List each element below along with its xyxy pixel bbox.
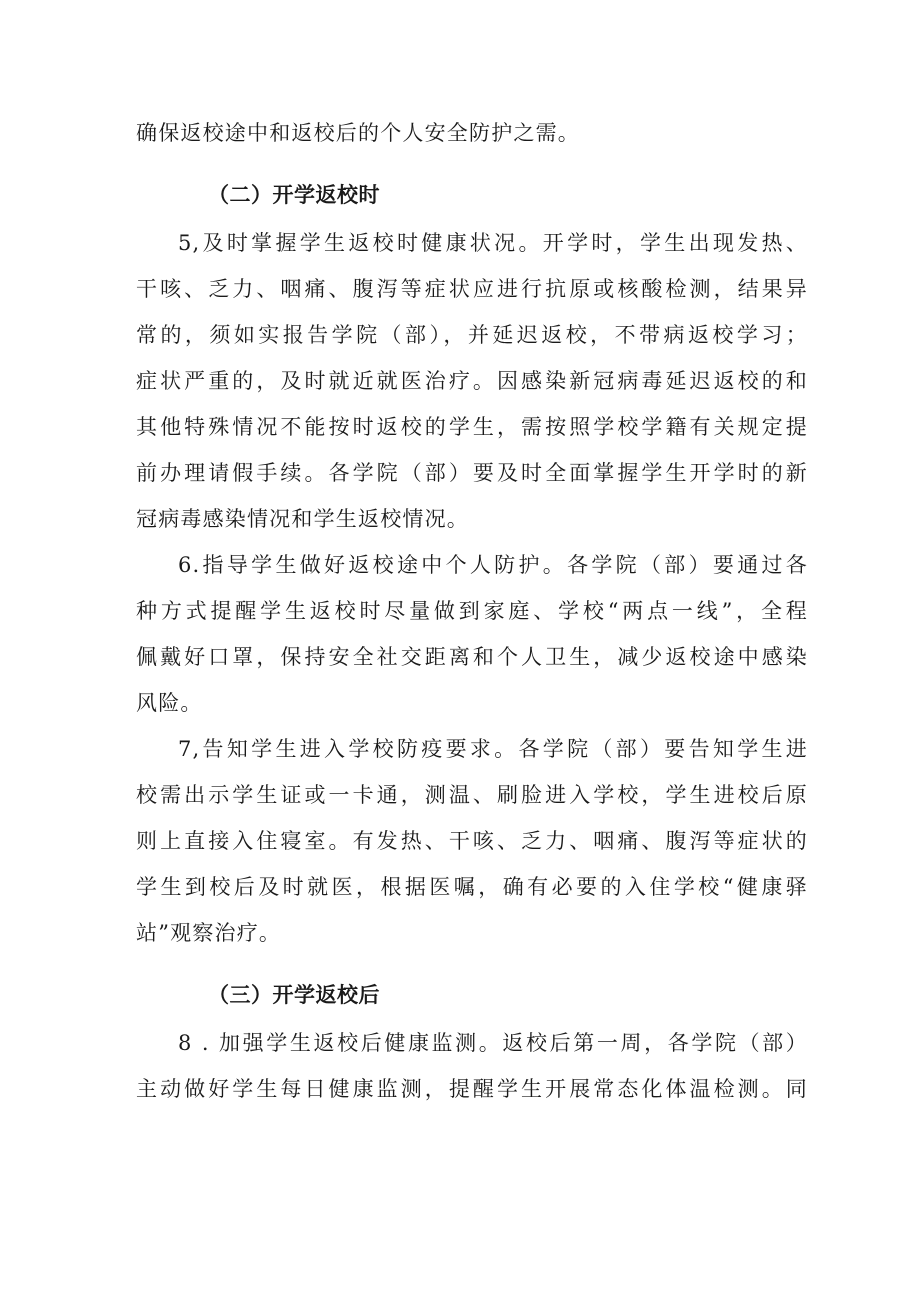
paragraph-line: 校需出示学生证或一卡通，测温、刷脸进入学校，学生进校后原: [136, 783, 808, 807]
paragraph-6: [136, 542, 808, 726]
paragraph-line: 种方式提醒学生返校时尽量做到家庭、学校“两点一线”，全程: [136, 599, 808, 623]
intro-line: 确保返校途中和返校后的个人安全防护之需。: [136, 121, 580, 145]
paragraph-line: 佩戴好口罩，保持安全社交距离和个人卫生，减少返校途中感染: [136, 645, 808, 669]
paragraph-line: 冠病毒感染情况和学生返校情况。: [136, 507, 469, 531]
paragraph-7: [136, 726, 808, 956]
paragraph-5: [136, 220, 808, 542]
document-page: [136, 110, 808, 1112]
paragraph-8: [136, 1020, 808, 1112]
section-heading-3: （三）开学返校后: [208, 983, 380, 1007]
paragraph-line: 常的，须如实报告学院（部），并延迟返校，不带病返校学习；: [136, 323, 808, 347]
section-heading-2: （二）开学返校时: [208, 183, 380, 207]
paragraph-line: 学生到校后及时就医，根据医嘱，确有必要的入住学校“健康驿: [136, 875, 808, 899]
paragraph-line: 5,及时掌握学生返校时健康状况。开学时，学生出现发热、: [178, 231, 808, 255]
paragraph-line: 7,告知学生进入学校防疫要求。各学院（部）要告知学生进: [178, 737, 808, 761]
paragraph-line: 其他特殊情况不能按时返校的学生，需按照学校学籍有关规定提: [136, 415, 808, 439]
paragraph-line: 风险。: [136, 691, 203, 715]
paragraph-line: 8 . 加强学生返校后健康监测。返校后第一周，各学院（部）: [178, 1031, 808, 1055]
paragraph-line: 主动做好学生每日健康监测，提醒学生开展常态化体温检测。同: [136, 1077, 808, 1101]
paragraph-line: 前办理请假手续。各学院（部）要及时全面掌握学生开学时的新: [136, 461, 808, 485]
paragraph-line: 6.指导学生做好返校途中个人防护。各学院（部）要通过各: [178, 553, 808, 577]
paragraph-line: 干咳、乏力、咽痛、腹泻等症状应进行抗原或核酸检测，结果异: [136, 277, 808, 301]
paragraph-line: 站”观察治疗。: [136, 921, 282, 945]
paragraph-line: 症状严重的，及时就近就医治疗。因感染新冠病毒延迟返校的和: [136, 369, 808, 393]
paragraph-line: 则上直接入住寝室。有发热、干咳、乏力、咽痛、腹泻等症状的: [136, 829, 808, 853]
